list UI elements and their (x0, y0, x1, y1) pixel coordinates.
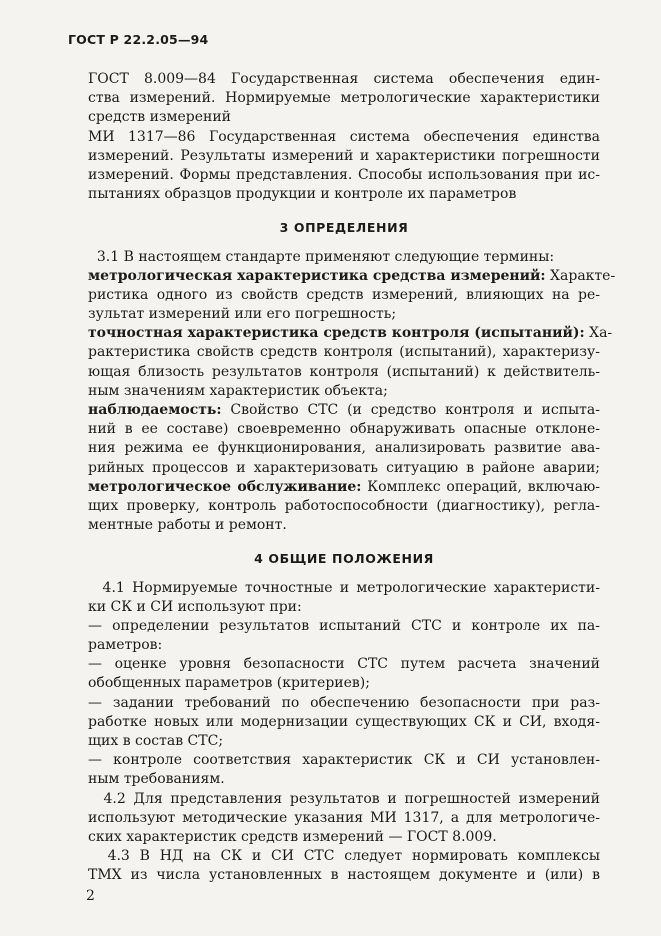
page-header: ГОСТ Р 22.2.05—94 (68, 32, 209, 47)
section-4-body: 4.1 Нормируемые точностные и метрологические характеристи- ки СК и СИ используют при: — определении результатов испытаний СТС и контроле их па- раметров: — оценке уровня безопасности СТС путем расчета значений обобщенных параметров (критериев); — задании требований по обеспечению безопасности при раз- работке новых или модернизации существующих СК и СИ, входя- щих в состав СТС; — контроле соответствия характеристик СК и СИ установлен- ным требованиям. 4.2 Для представления результатов и погрешностей измерений используют методические указания МИ 1317, а для метрологиче- ских характеристик средств измерений — ГОСТ 8.009. 4.3 В НД на СК и СИ СТС следует нормировать комплексы ТМХ из числа установленных в настоящем документе и (или) в (88, 579, 600, 884)
section-3-heading: 3 ОПРЕДЕЛЕНИЯ (279, 220, 409, 236)
section-4-heading: 4 ОБЩИЕ ПОЛОЖЕНИЯ (254, 551, 434, 567)
reference-mi-1317: МИ 1317—86 Государственная система обеспечения единства измерений. Результаты измерений и характеристики погрешности измерений. Формы представления. Способы использования при ис- пытаниях образцов продукции и контроле их параметров (88, 128, 600, 203)
section-3-body: 3.1 В настоящем стандарте применяют следующие термины: метрологическая характеристика средства измерений: Характе- ристика одного из свойств средств измерений, влияющих на ре- зультат измерений или его погрешность; точностная характеристика средств контроля (испытаний): Ха- рактеристика свойств средств контроля (испытаний), характеризу- ющая близость результатов контроля (испытаний) к действитель- ным значениям характеристик объекта; наблюдаемость: Свойство СТС (и средство контроля и испыта- ний в ее составе) своевременно обнаруживать опасные отклоне- ния режима ее функционирования, анализировать развитие ава- рийных процессов и характеризовать ситуацию в районе аварии; метрологическое обслуживание: Комплекс операций, включаю- щих проверку, контроль работоспособности (диагностику), регла- ментные работы и ремонт. (88, 248, 616, 534)
reference-gost-8009: ГОСТ 8.009—84 Государственная система обеспечения един- ства измерений. Нормируемые метрологические характеристики средств измерений (88, 71, 600, 126)
document-body (88, 70, 616, 886)
page-number: 2 (86, 888, 95, 904)
